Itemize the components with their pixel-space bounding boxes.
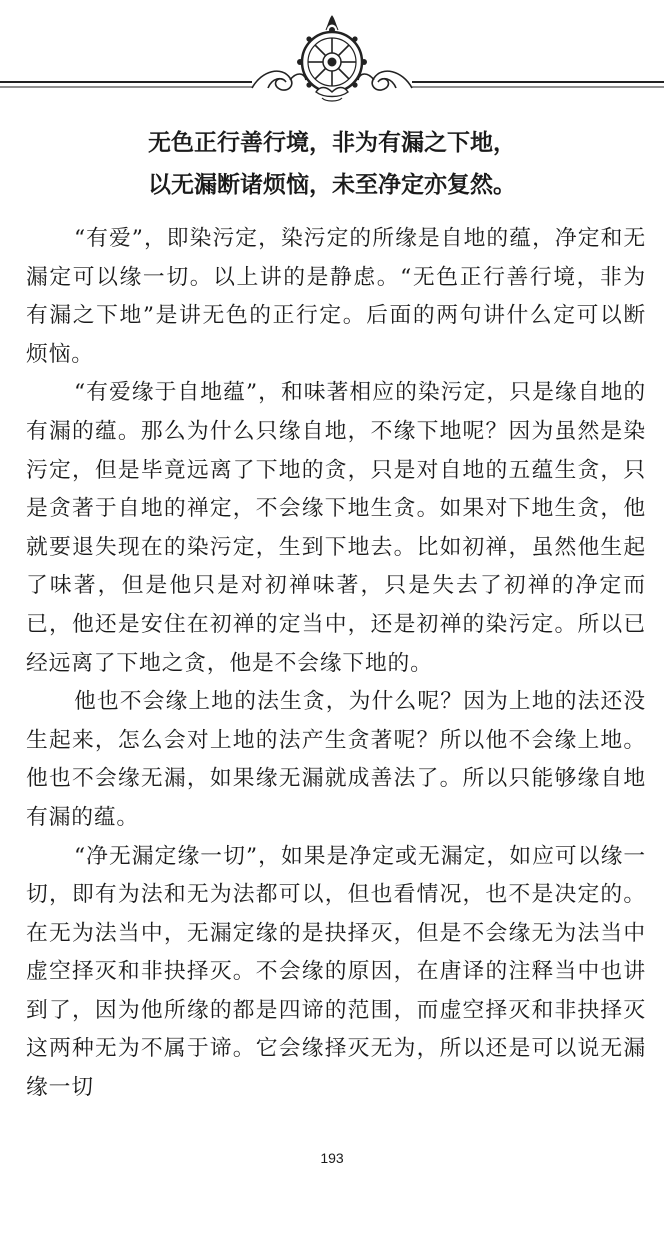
verse-line-2: 以无漏断诸烦恼，未至净定亦复然。 — [148, 172, 516, 198]
cloud-scroll-left-icon — [252, 71, 306, 90]
page-number: 193 — [320, 1150, 344, 1166]
paragraph: 他也不会缘上地的法生贪，为什么呢？因为上地的法还没生起来，怎么会对上地的法产生贪著呢？所以他不会缘上地。他也不会缘无漏，如果缘无漏就成善法了。所以只能够缘自地有漏的蕴。 — [26, 689, 646, 830]
dharma-wheel-icon — [297, 16, 367, 101]
paragraph: “有爱缘于自地蕴”，和味著相应的染污定，只是缘自地的有漏的蕴。那么为什么只缘自地，不缘下地呢？因为虽然是染污定，但是毕竟远离了下地的贪，只是对自地的五蕴生贪，只是贪著于自地的禅定，不会缘下地生贪。如果对下地生贪，他就要退失现在的染污定，生到下地去。比如初禅，虽然他生起了味著，但是他只是对初禅味著，只是失去了初禅的净定而已，他还是安住在初禅的定当中，还是初禅的染污定。所以已经远离了下地之贪，他是不会缘下地的。 — [26, 380, 646, 676]
verse-line-1: 无色正行善行境，非为有漏之下地， — [148, 130, 516, 156]
page-header — [0, 0, 664, 110]
cloud-scroll-right-icon — [358, 71, 412, 90]
verse-block — [0, 122, 664, 206]
paragraph: “净无漏定缘一切”，如果是净定或无漏定，如应可以缘一切，即有为法和无为法都可以，但也看情况，也不是决定的。在无为法当中，无漏定缘的是抉择灭，但是不会缘无为法当中虚空择灭和非抉择灭。不会缘的原因，在唐译的注释当中也讲到了，因为他所缘的都是四谛的范围，而虚空择灭和非抉择灭这两种无为不属于谛。它会缘择灭无为，所以还是可以说无漏缘一切 — [26, 843, 646, 1101]
commentary-body — [26, 220, 646, 1108]
paragraph: “有爱”，即染污定，染污定的所缘是自地的蕴，净定和无漏定可以缘一切。以上讲的是静虑。“无色正行善行境，非为有漏之下地”是讲无色的正行定。后面的两句讲什么定可以断烦恼。 — [26, 226, 646, 367]
header-ornament — [0, 0, 664, 110]
